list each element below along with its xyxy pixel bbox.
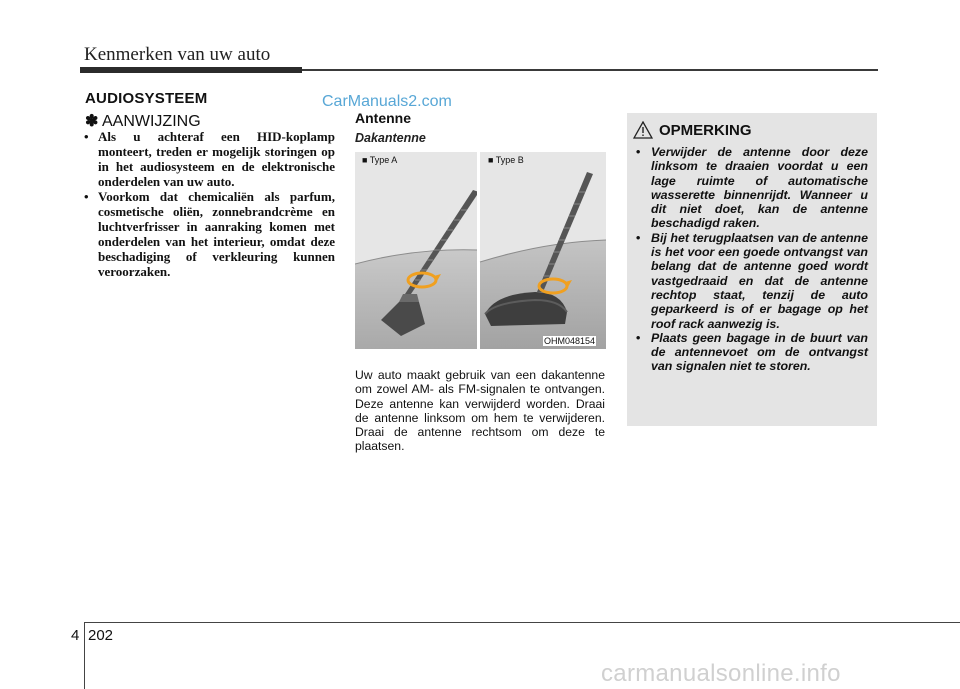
- aanwijzing-list: [84, 129, 335, 279]
- figure-code: OHM048154: [544, 336, 596, 346]
- list-item: [636, 331, 868, 374]
- opmerking-heading-label: OPMERKING: [659, 121, 752, 139]
- bullet-icon: •: [84, 189, 89, 204]
- bullet-icon: •: [636, 145, 641, 159]
- list-item: [84, 189, 335, 279]
- antenna-figure: [355, 152, 606, 349]
- list-item-text: Bij het terugplaatsen van de antenne is het voor een goede ontvangst van belang dat de antenne goed wordt vastgedraaid en dat de antenne rechtop staat, tenzij de auto geparkeerd is of er bagage op het roof rack aanwezig is.: [651, 230, 868, 331]
- running-header-title: Kenmerken van uw auto: [84, 44, 271, 65]
- list-item-text: Als u achteraf een HID-koplamp monteert, treden er mogelijk storingen op in het audiosysteem en de elektronische onderdelen van uw auto.: [98, 129, 335, 189]
- aanwijzing-heading: [85, 111, 201, 131]
- opmerking-list: [636, 145, 868, 374]
- footer-divider: [84, 622, 85, 689]
- list-item: [636, 231, 868, 331]
- watermark-text: carmanualsonline.info: [601, 660, 841, 687]
- bullet-icon: •: [636, 330, 641, 345]
- bullet-icon: •: [636, 230, 641, 245]
- list-item: [636, 145, 868, 231]
- bullet-icon: •: [84, 129, 89, 144]
- footer-rule: [84, 622, 960, 623]
- watermark-link[interactable]: CarManuals2.com: [322, 93, 452, 110]
- antenne-subtitle: Dakantenne: [355, 131, 426, 145]
- chapter-number: 4: [71, 627, 80, 644]
- aanwijzing-heading-label: AANWIJZING: [101, 113, 201, 130]
- list-item: [84, 129, 335, 189]
- figure-label-type-a: ■ Type A: [362, 155, 398, 165]
- header-rule-thin: [302, 69, 878, 71]
- antenne-body-text: Uw auto maakt gebruik van een dakantenne om zowel AM- als FM-signalen te ontvangen. Deze antenne kan verwijderd worden. Draai de antenne linksom om hem te verwijderen. Draai de antenne rechtsom om deze te plaatsen.: [355, 368, 605, 454]
- header-rule-thick: [80, 67, 302, 73]
- list-item-text: Voorkom dat chemicaliën als parfum, cosmetische oliën, zonnebrandcrème en luchtverfrisser in aanraking komen met onderdelen van het interieur, omdat deze beschadiging of verkleuring kunnen veroorzaken.: [98, 189, 335, 279]
- asterisk-icon: ✽: [85, 113, 99, 130]
- opmerking-heading: [633, 121, 752, 139]
- warning-triangle-icon: [633, 121, 653, 139]
- list-item-text: Plaats geen bagage in de buurt van de antennevoet om de ontvangst van signalen niet te storen.: [651, 330, 868, 374]
- list-item-text: Verwijder de antenne door deze linksom te draaien voordat u een lage ruimte of automatische wasserette binnenrijdt. Wanneer u dit niet doet, kan de antenne beschadigd raken.: [651, 145, 868, 231]
- antenne-title: Antenne: [355, 110, 411, 126]
- figure-label-type-b: ■ Type B: [488, 155, 524, 165]
- page-number: 202: [88, 627, 114, 644]
- antenna-illustration: [355, 152, 606, 349]
- section-title: AUDIOSYSTEEM: [85, 90, 208, 107]
